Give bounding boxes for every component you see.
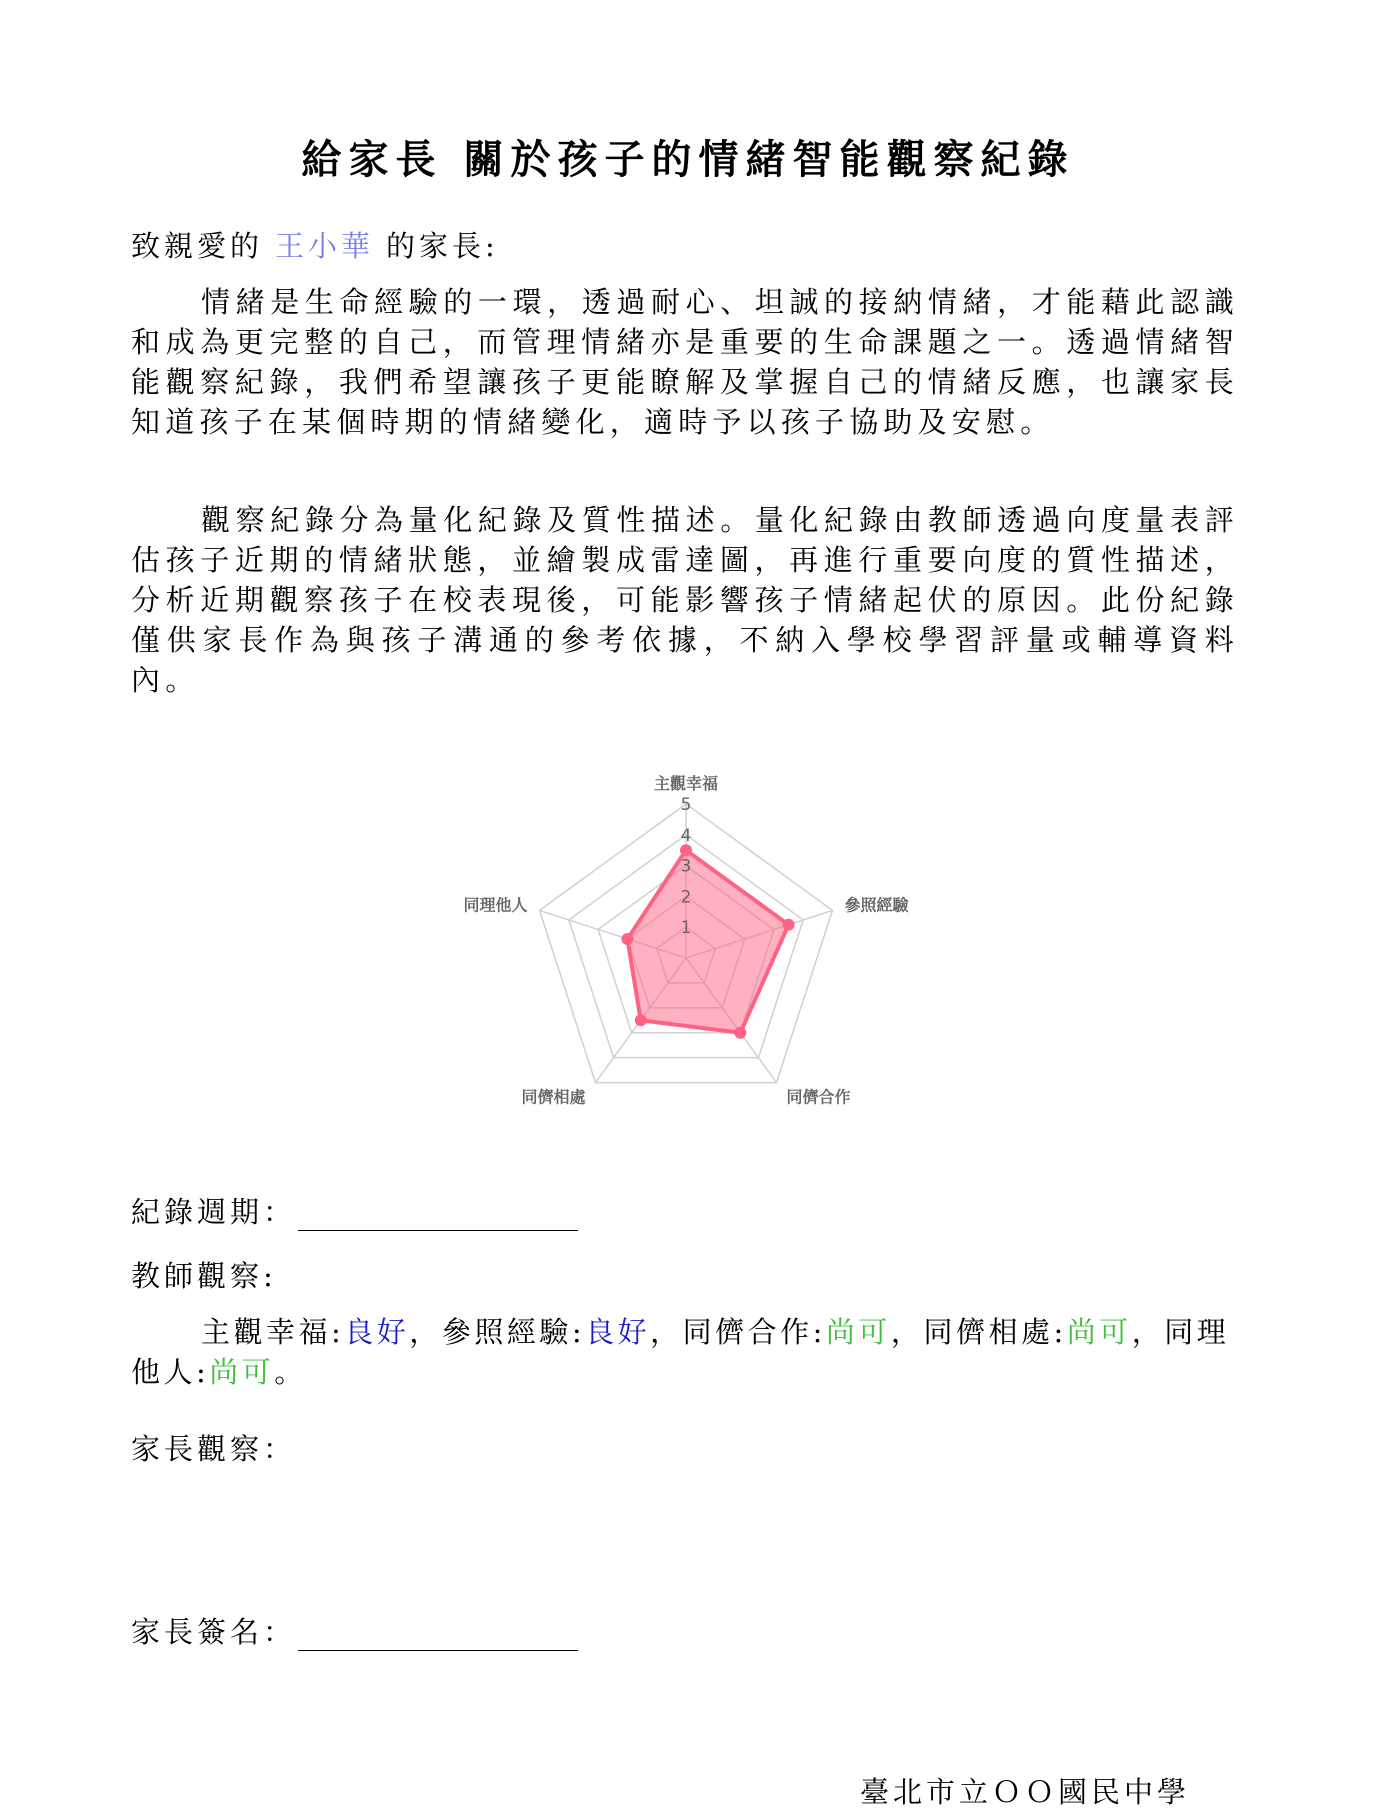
observation-level: 良好 bbox=[585, 1315, 651, 1349]
observation-label: 主觀幸福: bbox=[201, 1315, 345, 1349]
radar-data-point bbox=[783, 919, 795, 931]
observation-level: 良好 bbox=[344, 1315, 410, 1349]
method-paragraph: 觀察紀錄分為量化紀錄及質性描述。量化紀錄由教師透過向度量表評估孩子近期的情緒狀態，並繪製成雷達圖，再進行重要向度的質性描述，分析近期觀察孩子在校表現後，可能影響孩子情緒起伏的原因。此份紀錄僅供家長作為與孩子溝通的參考依據，不納入學校學習評量或輔導資料內。 bbox=[131, 503, 1239, 697]
observation-level: 尚可 bbox=[825, 1315, 891, 1349]
record-period-field bbox=[131, 1190, 578, 1231]
radar-chart bbox=[440, 750, 940, 1110]
radar-data-point bbox=[635, 1014, 647, 1026]
observation-label: 參照經驗: bbox=[441, 1315, 586, 1349]
observation-label: 同儕相處: bbox=[923, 1315, 1067, 1349]
intro-paragraph: 情緒是生命經驗的一環，透過耐心、坦誠的接納情緒，才能藉此認識和成為更完整的自己，而管理情緒亦是重要的生命課題之一。透過情緒智能觀察紀錄，我們希望讓孩子更能瞭解及掌握自己的情緒反應，也讓家長知道孩子在某個時期的情緒變化，適時予以孩子協助及安慰。 bbox=[131, 285, 1239, 439]
observation-separator: ， bbox=[409, 1315, 442, 1349]
observation-level: 尚可 bbox=[209, 1355, 275, 1389]
observation-label: 同理他人: bbox=[131, 1315, 1230, 1389]
radar-tick-label: 3 bbox=[680, 856, 692, 877]
record-period-blank bbox=[298, 1200, 578, 1231]
radar-category-label: 主觀幸福 bbox=[653, 774, 719, 793]
parent-signature-blank bbox=[298, 1620, 578, 1651]
record-period-label: 紀錄週期： bbox=[131, 1195, 297, 1229]
observation-label: 同儕合作: bbox=[682, 1315, 826, 1349]
teacher-observation-label: 教師觀察: bbox=[131, 1259, 277, 1293]
radar-tick-label: 1 bbox=[680, 918, 692, 939]
school-name: 臺北市立ＯＯ國民中學 bbox=[860, 1775, 1191, 1809]
parent-signature-field bbox=[131, 1610, 578, 1651]
radar-category-label: 參照經驗 bbox=[844, 895, 909, 915]
radar-data-point bbox=[680, 844, 692, 856]
observation-separator: ， bbox=[890, 1315, 924, 1349]
parent-observation-label: 家長觀察： bbox=[131, 1432, 297, 1466]
greeting-suffix: 的家長: bbox=[386, 229, 499, 263]
observation-separator: 。 bbox=[274, 1355, 307, 1389]
radar-data-point bbox=[734, 1027, 746, 1039]
teacher-observation-text bbox=[131, 1312, 1239, 1392]
observation-separator: ， bbox=[1131, 1315, 1165, 1349]
document-title: 給家長 關於孩子的情緒智能觀察紀錄 bbox=[301, 137, 1075, 183]
radar-tick-label: 2 bbox=[680, 887, 692, 908]
radar-data-area bbox=[627, 850, 788, 1033]
radar-data-point bbox=[621, 933, 633, 945]
parent-signature-label: 家長簽名： bbox=[131, 1615, 297, 1649]
radar-tick-label: 4 bbox=[680, 825, 692, 846]
greeting-prefix: 致親愛的 bbox=[131, 229, 264, 263]
greeting-line bbox=[131, 224, 499, 265]
student-name: 王小華 bbox=[275, 229, 375, 263]
radar-category-label: 同儕合作 bbox=[786, 1087, 851, 1107]
radar-data bbox=[621, 844, 794, 1039]
radar-category-label: 同儕相處 bbox=[521, 1087, 586, 1107]
radar-tick-label: 5 bbox=[680, 795, 692, 815]
radar-category-label: 同理他人 bbox=[463, 895, 528, 915]
observation-separator: ， bbox=[650, 1315, 683, 1349]
observation-level: 尚可 bbox=[1066, 1315, 1132, 1349]
